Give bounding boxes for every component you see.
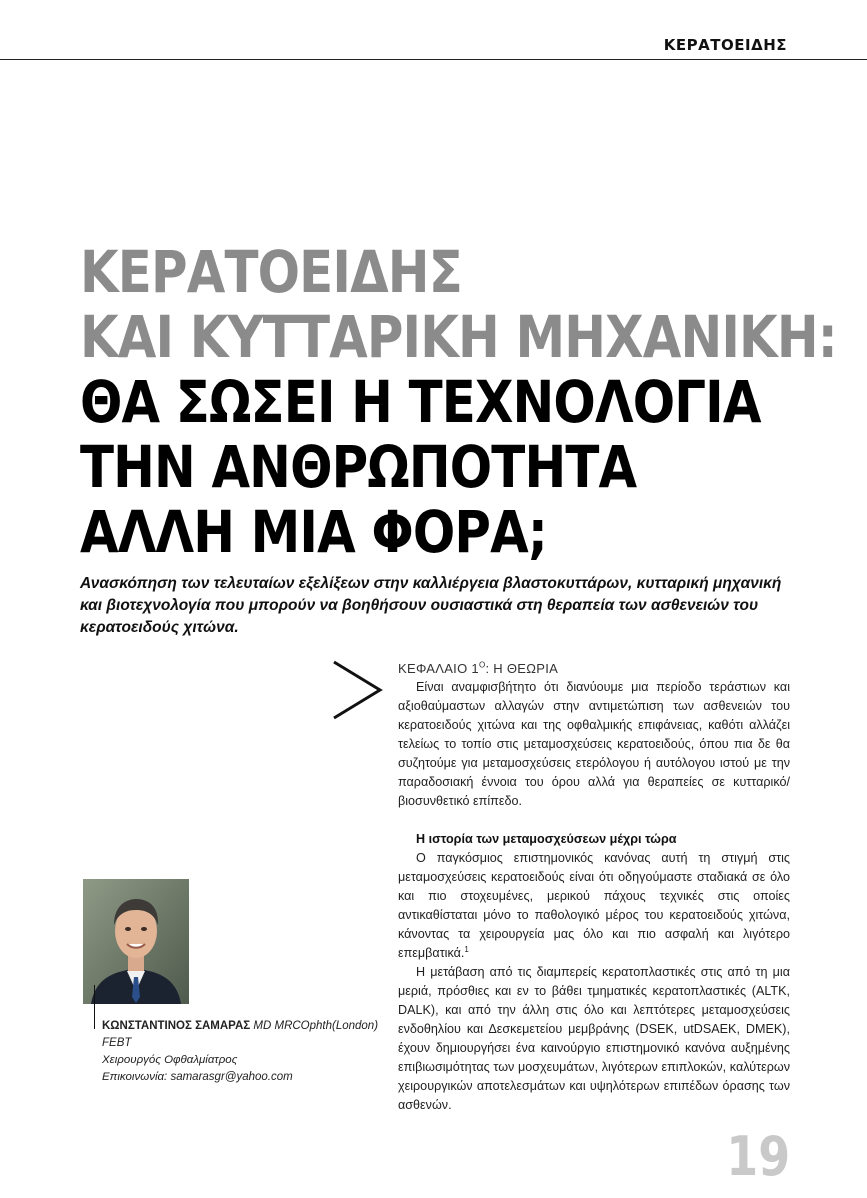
title-line-gray-1: ΚΕΡΑΤΟΕΙΔΗΣ (80, 238, 462, 306)
chapter-subtitle: : Η ΘΕΩΡΙΑ (485, 661, 559, 676)
page-number: 19 (726, 1125, 790, 1188)
header-rule (0, 59, 867, 60)
author-info (102, 1018, 392, 1086)
chapter-heading (398, 659, 790, 678)
chapter-superscript: Ο (478, 660, 486, 670)
footnote-reference: 1 (464, 944, 469, 954)
author-role: Χειρουργός Οφθαλμίατρος (102, 1054, 238, 1066)
author-name-line (102, 1018, 392, 1052)
title-line-black-1: ΘΑ ΣΩΣΕΙ Η ΤΕΧΝΟΛΟΓΙΑ (80, 368, 761, 436)
title-line-black-3: ΑΛΛΗ ΜΙΑ ΦΟΡΑ; (80, 498, 547, 566)
title-line-black-2: ΤΗΝ ΑΝΘΡΩΠΟΤΗΤΑ (80, 433, 637, 501)
running-header: ΚΕΡΑΤΟΕΙΔΗΣ (663, 36, 787, 54)
body-column (398, 659, 790, 1115)
paragraph-3: Η μετάβαση από τις διαμπερείς κερατοπλαστικές στις από τη μια μεριά, πρόσθιες και εν το βάθει τμηματικές κερατοπλαστικές (ALTK, DALK), και από την άλλη στις όλο και λεπτότερες μεταμοσχεύσεις ενδοθηλίου και Δεσκεμετείου μεμβράνης (DSEK, utDSAEK, DMEK), έχουν δημιουργήσει ένα καινούργιο επιστημονικό κανόνα αυξημένης επιβιωσιμότητας των μοσχευμάτων, λιγότερων επιπλοκών, καλύτερων χειρουργικών αποτελεσμάτων και υψηλότερων επιπέδων όρασης των ασθενών. (398, 965, 790, 1112)
paragraph-2 (398, 849, 790, 963)
author-photo (83, 879, 189, 1004)
title-line-gray-2: ΚΑΙ ΚΥΤΤΑΡΙΚΗ ΜΗΧΑΝΙΚΗ: (80, 303, 837, 371)
paragraph-1: Είναι αναμφισβήτητο ότι διανύουμε μια περίοδο τεράστιων και αξιοθαύμαστων αλλαγών στην αντιμετώπιση των ασθενειών του κερατοειδούς χιτώνα και της οφθαλμικής επιφάνειας, καθότι αλλάζει τελείως το τοπίο στις μεταμοσχεύσεις κερατοειδούς, όπου πια δε θα συζητούμε για μεταμοσχεύσεις ετερόλογου ή αυτόλογου ιστού με την παραδοσιακή έννοια του όρου αλλά για θεραπείες σε κυτταρικό/ βιοσυνθετικό επίπεδο. (398, 680, 790, 808)
section-subheading: Η ιστορία των μεταμοσχεύσεων μέχρι τώρα (416, 832, 677, 846)
paragraph-2-text: Ο παγκόσμιος επιστημονικός κανόνας αυτή τη στιγμή στις μεταμοσχεύσεις κερατοειδούς είναι ότι οδηγούμαστε σταδιακά σε όλο και πιο στοχευμένες, μερικού πάχους τεχνικές στις οποίες αντικαθίσταται μόνο το παθολογικό μέρος του κερατοειδούς χιτώνα, κάνοντας τα χειρουργεία μας όλο και πιο ασφαλή και λιγότερο επεμβατικά. (398, 851, 790, 960)
article-lede: Ανασκόπηση των τελευταίων εξελίξεων στην καλλιέργεια βλαστοκυττάρων, κυτταρική μηχανική και βιοτεχνολογία που μπορούν να βοηθήσουν ουσιαστικά στη θεραπεία των ασθενειών του κερατοειδούς χιτώνα. (80, 575, 782, 636)
article-title (80, 238, 837, 566)
author-credentials: MD MRCOphth(London) FEBT (102, 1020, 379, 1049)
chevron-right-icon (330, 658, 384, 722)
author-name: ΚΩΝΣΤΑΝΤΙΝΟΣ ΣΑΜΑΡΑΣ (102, 1020, 251, 1032)
chapter-label: ΚΕΦΑΛΑΙΟ 1 (398, 661, 479, 676)
author-contact: Επικοινωνία: samarasgr@yahoo.com (102, 1071, 293, 1083)
author-divider (94, 985, 95, 1029)
